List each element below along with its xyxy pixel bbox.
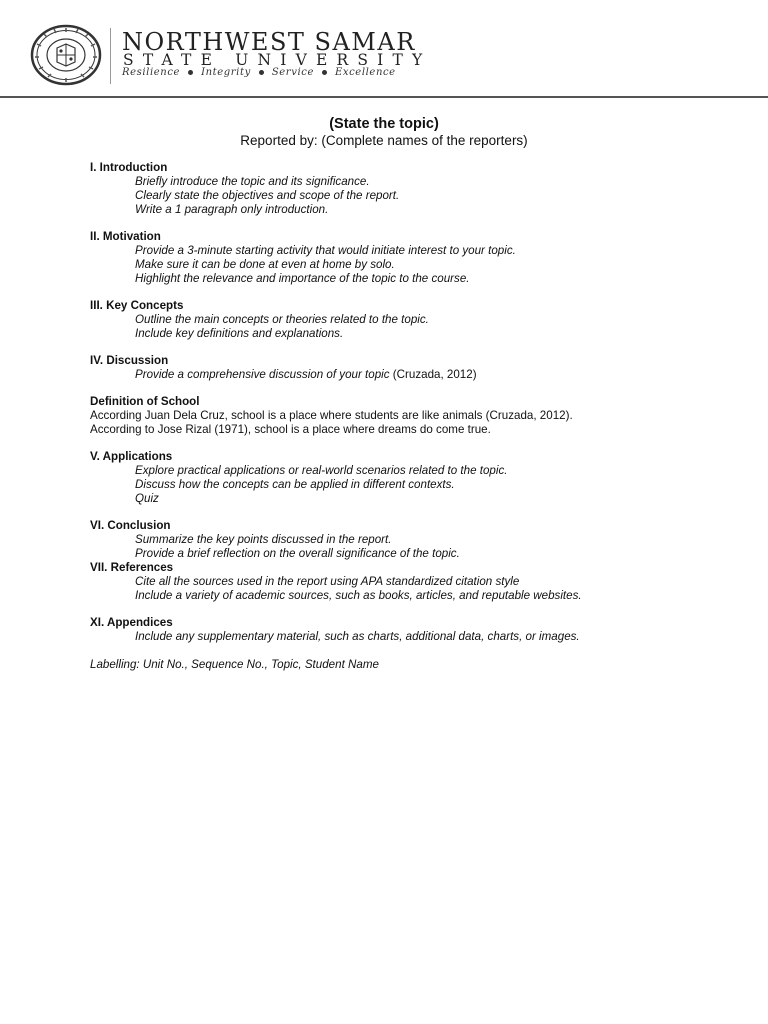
paragraph: According Juan Dela Cruz, school is a place where students are like animals (Cruzada, 2012). (90, 409, 573, 422)
section-item: Highlight the relevance and importance of the topic to the course. (135, 272, 470, 285)
document-body (90, 161, 750, 672)
paragraph: According to Jose Rizal (1971), school is a place where dreams do come true. (90, 423, 491, 436)
section-item: Quiz (135, 492, 159, 505)
section-item: Provide a 3-minute starting activity that would initiate interest to your topic. (135, 244, 516, 257)
motto-word: Excellence (334, 67, 396, 78)
university-motto (122, 67, 396, 78)
section-heading: V. Applications (90, 450, 173, 463)
section-item: Provide a brief reflection on the overall significance of the topic. (135, 547, 460, 560)
section-definition (90, 395, 750, 437)
motto-word: Resilience (122, 67, 181, 78)
section-item: Include a variety of academic sources, such as books, articles, and reputable websites. (135, 589, 582, 602)
section-heading: I. Introduction (90, 161, 168, 174)
section-heading: II. Motivation (90, 230, 161, 243)
section-key-concepts (90, 299, 750, 341)
section-heading: Definition of School (90, 395, 200, 408)
bullet-icon (259, 70, 264, 75)
section-item: Write a 1 paragraph only introduction. (135, 203, 329, 216)
section-item: Outline the main concepts or theories related to the topic. (135, 313, 429, 326)
motto-word: Service (271, 67, 314, 78)
section-motivation (90, 230, 750, 286)
section-heading: VI. Conclusion (90, 519, 171, 532)
section-heading: IV. Discussion (90, 354, 169, 367)
section-item: Include any supplementary material, such as charts, additional data, charts, or images. (135, 630, 580, 643)
header-rule (0, 96, 768, 98)
section-heading: VII. References (90, 561, 174, 574)
section-item: Explore practical applications or real-world scenarios related to the topic. (135, 464, 508, 477)
section-item: Make sure it can be done at even at home by solo. (135, 258, 395, 271)
section-discussion (90, 354, 750, 382)
citation: (Cruzada, 2012) (389, 368, 477, 381)
section-item: Briefly introduce the topic and its significance. (135, 175, 370, 188)
section-item: Include key definitions and explanations. (135, 327, 344, 340)
labelling-note: Labelling: Unit No., Sequence No., Topic, Student Name (90, 658, 379, 671)
section-conclusion (90, 519, 750, 561)
item-text: Provide a comprehensive discussion of your topic (135, 368, 390, 381)
university-subtitle: STATE UNIVERSITY (123, 51, 432, 69)
document-title: (State the topic) (329, 116, 439, 132)
section-introduction (90, 161, 750, 217)
section-applications (90, 450, 750, 506)
section-heading: XI. Appendices (90, 616, 173, 629)
section-item: Discuss how the concepts can be applied in different contexts. (135, 478, 455, 491)
section-references (90, 561, 750, 603)
section-appendices (90, 616, 750, 644)
section-item (135, 368, 750, 382)
section-item: Clearly state the objectives and scope of the report. (135, 189, 400, 202)
document-header (0, 0, 768, 98)
university-seal-icon (30, 24, 102, 86)
header-divider (110, 28, 111, 84)
section-heading: III. Key Concepts (90, 299, 184, 312)
bullet-icon (188, 70, 193, 75)
bullet-icon (322, 70, 327, 75)
section-item: Summarize the key points discussed in the report. (135, 533, 392, 546)
university-name: NORTHWEST SAMAR (122, 28, 416, 56)
section-item: Cite all the sources used in the report using APA standardized citation style (135, 575, 520, 588)
motto-word: Integrity (201, 67, 251, 78)
reported-by-line: Reported by: (Complete names of the reporters) (240, 133, 528, 148)
